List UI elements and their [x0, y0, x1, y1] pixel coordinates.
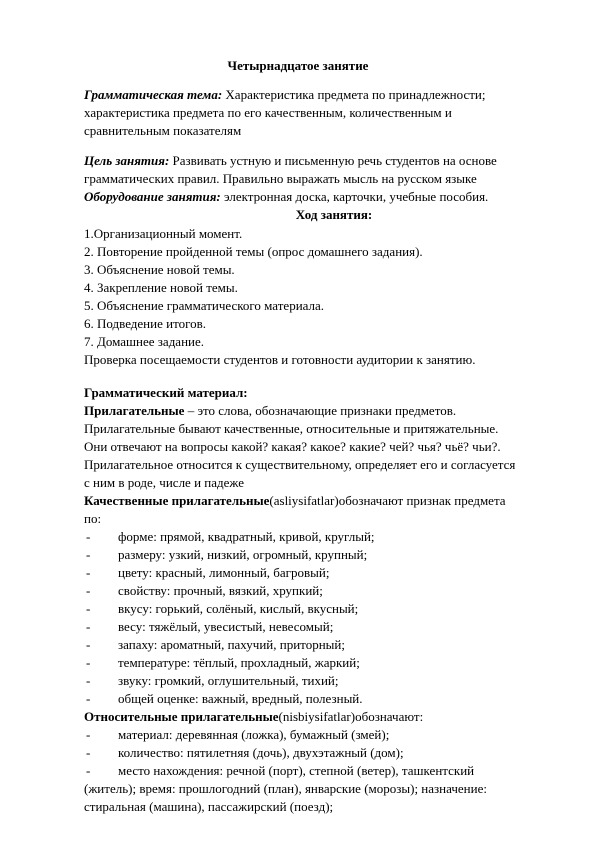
list-item	[84, 636, 554, 654]
adjectives-line: Прилагательное относится к существительному, определяет его и согласуется	[84, 457, 516, 472]
list-item	[84, 582, 554, 600]
step-item: 7. Домашнее задание.	[84, 334, 205, 349]
grammar-topic	[84, 86, 554, 140]
adjectives-line: с ним в роде, числе и падеже	[84, 475, 244, 490]
step-item: 4. Закрепление новой темы.	[84, 280, 238, 295]
list-item-continuation: стиральная (машина), пассажирский (поезд);	[84, 799, 334, 814]
grammar-material	[84, 384, 554, 816]
step-item: 3. Объяснение новой темы.	[84, 262, 235, 277]
list-item-text: цвету: красный, лимонный, багровый;	[118, 565, 330, 580]
lesson-title: Четырнадцатое занятие	[227, 58, 369, 73]
attendance-note: Проверка посещаемости студентов и готовности аудитории к занятию.	[84, 352, 476, 367]
bullet-marker: -	[86, 673, 91, 688]
course-heading: Ход занятия:	[295, 207, 373, 222]
list-item-text: общей оценке: важный, вредный, полезный.	[118, 691, 363, 706]
bullet-marker: -	[86, 619, 91, 634]
qualitative-definition: (asliysifatlar)обозначают признак предмета	[269, 493, 506, 508]
grammar-heading: Грамматический материал:	[84, 385, 248, 400]
list-item-text: количество: пятилетняя (дочь), двухэтажный (дом);	[118, 745, 404, 760]
list-item-text: размеру: узкий, низкий, огромный, крупный;	[118, 547, 368, 562]
list-item-text: звуку: громкий, оглушительный, тихий;	[118, 673, 339, 688]
list-item-continuation: (житель); время: прошлогодний (план), январские (морозы); назначение:	[84, 781, 487, 796]
list-item	[84, 600, 554, 618]
adjectives-term: Прилагательные	[84, 403, 185, 418]
equipment-label: Оборудование занятия:	[84, 189, 221, 204]
adjectives-line: Прилагательные бывают качественные, относительные и притяжательные.	[84, 421, 499, 436]
list-item	[84, 726, 554, 744]
relative-definition: (nisbiysifatlar)обозначают:	[278, 709, 424, 724]
list-item-text: температуре: тёплый, прохладный, жаркий;	[118, 655, 360, 670]
list-item-text: вкусу: горький, солёный, кислый, вкусный;	[118, 601, 359, 616]
bullet-marker: -	[86, 763, 91, 778]
step-item: 1.Организационный момент.	[84, 226, 243, 241]
topic-line: характеристика предмета по его качественным, количественным и	[84, 105, 452, 120]
bullet-marker: -	[86, 547, 91, 562]
list-item-text: место нахождения: речной (порт), степной (ветер), ташкентский	[118, 763, 475, 778]
list-item	[84, 528, 554, 546]
lesson-steps	[84, 225, 554, 369]
goal-label: Цель занятия:	[84, 153, 170, 168]
list-item-text: форме: прямой, квадратный, кривой, круглый;	[118, 529, 375, 544]
adjectives-definition: – это слова, обозначающие признаки предметов.	[184, 403, 457, 418]
equipment-text: электронная доска, карточки, учебные пособия.	[220, 189, 489, 204]
list-item-text: материал: деревянная (ложка), бумажный (змей);	[118, 727, 390, 742]
bullet-marker: -	[86, 691, 91, 706]
lesson-goal	[84, 152, 554, 224]
step-item: 6. Подведение итогов.	[84, 316, 206, 331]
bullet-marker: -	[86, 727, 91, 742]
list-item	[84, 762, 554, 780]
qualitative-definition-cont: по:	[84, 511, 102, 526]
bullet-marker: -	[86, 745, 91, 760]
topic-label: Грамматическая тема:	[84, 87, 223, 102]
bullet-marker: -	[86, 583, 91, 598]
list-item	[84, 654, 554, 672]
bullet-marker: -	[86, 637, 91, 652]
bullet-marker: -	[86, 565, 91, 580]
list-item-text: весу: тяжёлый, увесистый, невесомый;	[118, 619, 334, 634]
step-item: 5. Объяснение грамматического материала.	[84, 298, 325, 313]
bullet-marker: -	[86, 529, 91, 544]
list-item	[84, 546, 554, 564]
list-item	[84, 690, 554, 708]
goal-line: Развивать устную и письменную речь студентов на основе	[169, 153, 497, 168]
list-item	[84, 618, 554, 636]
list-item-text: запаху: ароматный, пахучий, приторный;	[118, 637, 345, 652]
list-item	[84, 672, 554, 690]
relative-term: Относительные прилагательные	[84, 709, 279, 724]
goal-line: грамматических правил. Правильно выражать мысль на русском языке	[84, 171, 477, 186]
bullet-marker: -	[86, 601, 91, 616]
list-item-text: свойству: прочный, вязкий, хрупкий;	[118, 583, 323, 598]
adjectives-line: Они отвечают на вопросы какой? какая? какое? какие? чей? чья? чьё? чьи?.	[84, 439, 501, 454]
list-item	[84, 564, 554, 582]
topic-line: Характеристика предмета по принадлежности;	[222, 87, 486, 102]
list-item	[84, 744, 554, 762]
qualitative-term: Качественные прилагательные	[84, 493, 270, 508]
bullet-marker: -	[86, 655, 91, 670]
step-item: 2. Повторение пройденной темы (опрос домашнего задания).	[84, 244, 423, 259]
topic-line: сравнительным показателям	[84, 123, 242, 138]
